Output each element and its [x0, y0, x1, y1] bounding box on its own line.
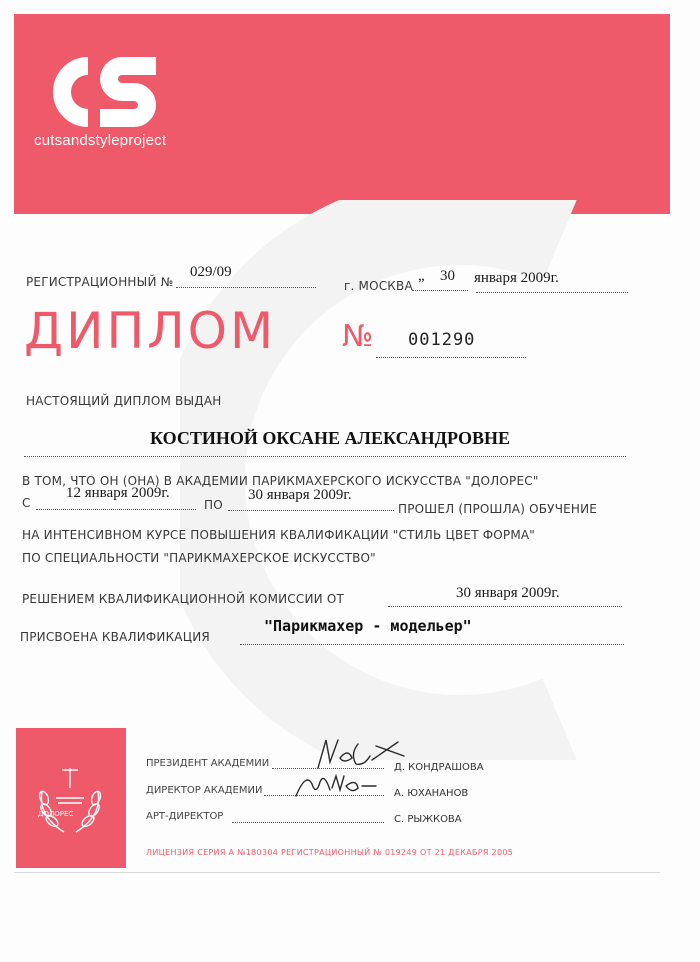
date-quote: „	[418, 268, 425, 284]
president-name: Д. КОНДРАШОВА	[394, 762, 484, 773]
reg-number: 029/09	[190, 264, 232, 280]
emblem-text: ДОЛОРЕС	[38, 810, 74, 818]
diploma-number: 001290	[408, 330, 476, 350]
commission-date: 30 января 2009г.	[456, 585, 560, 601]
bottom-rule	[14, 872, 660, 873]
specialty-line: ПО СПЕЦИАЛЬНОСТИ "ПАРИКМАХЕРСКОЕ ИСКУССТВО"	[22, 551, 376, 565]
course-line: НА ИНТЕНСИВНОМ КУРСЕ ПОВЫШЕНИЯ КВАЛИФИКАЦИИ "СТИЛЬ ЦВЕТ ФОРМА"	[22, 528, 536, 542]
art-director-dotline	[232, 822, 384, 823]
art-director-name: С. РЫЖКОВА	[394, 814, 462, 825]
city-label: г. МОСКВА	[344, 279, 413, 293]
completed-label: ПРОШЕЛ (ПРОШЛА) ОБУЧЕНИЕ	[398, 502, 598, 516]
to-dotline	[228, 510, 394, 511]
issued-label: НАСТОЯЩИЙ ДИПЛОМ ВЫДАН	[26, 394, 222, 408]
to-date: 30 января 2009г.	[248, 487, 352, 503]
president-label: ПРЕЗИДЕНТ АКАДЕМИИ	[146, 758, 270, 769]
date-day: 30	[440, 268, 455, 284]
date-month-year: января 2009г.	[474, 270, 559, 286]
laurel-emblem-icon	[20, 740, 120, 850]
license-line: ЛИЦЕНЗИЯ СЕРИЯ А №180304 РЕГИСТРАЦИОННЫЙ № 019249 ОТ 21 ДЕКАБРЯ 2005	[146, 848, 514, 857]
diploma-title: ДИПЛОМ	[24, 302, 277, 360]
from-label: С	[22, 496, 31, 510]
qualification-label: ПРИСВОЕНА КВАЛИФИКАЦИЯ	[20, 630, 210, 644]
date-day-dotline	[412, 290, 468, 291]
brand-tagline: cutsandstyleproject	[34, 132, 167, 149]
reg-label: РЕГИСТРАЦИОННЫЙ №	[26, 275, 174, 289]
director-label: ДИРЕКТОР АКАДЕМИИ	[146, 785, 263, 796]
to-label: ПО	[204, 498, 223, 512]
recipient-dotline	[24, 456, 626, 457]
body-line-1: В ТОМ, ЧТО ОН (ОНА) В АКАДЕМИИ ПАРИКМАХЕРСКОГО ИСКУССТВА "ДОЛОРЕС"	[22, 474, 539, 488]
qualification-value: "Парикмахер - модельер"	[264, 617, 472, 635]
number-dotline	[376, 357, 526, 358]
commission-label: РЕШЕНИЕМ КВАЛИФИКАЦИОННОЙ КОМИССИИ ОТ	[22, 592, 344, 606]
recipient-name: КОСТИНОЙ ОКСАНЕ АЛЕКСАНДРОВНЕ	[150, 428, 510, 448]
commission-dotline	[388, 606, 622, 607]
from-dotline	[36, 509, 196, 510]
number-sign: №	[342, 319, 374, 354]
date-dotline	[476, 292, 628, 293]
reg-dotline	[176, 287, 316, 288]
director-name: А. ЮХАНАНОВ	[394, 788, 469, 799]
art-director-label: АРТ-ДИРЕКТОР	[146, 811, 224, 822]
director-signature-icon	[286, 766, 386, 806]
cs-logo	[36, 52, 162, 132]
from-date: 12 января 2009г.	[66, 485, 170, 501]
qualification-dotline	[240, 644, 624, 645]
